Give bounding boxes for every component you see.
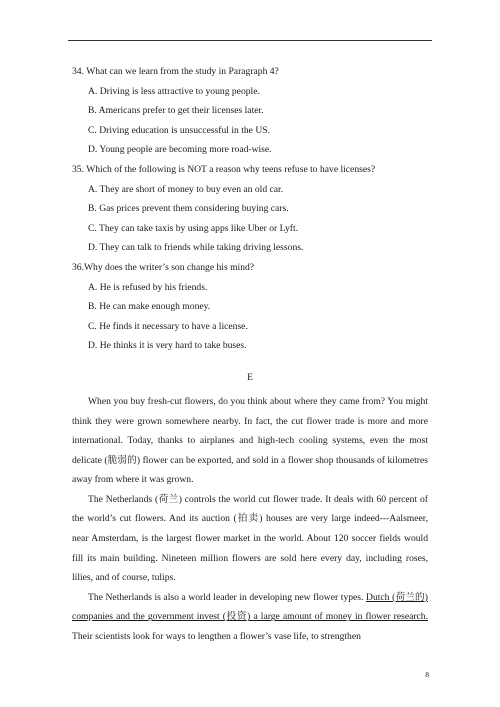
answer-option: C. They can take taxis by using apps like Uber or Lyft. xyxy=(88,222,299,234)
underlined-sentence: Dutch (荷兰的) companies and the government invest (投资) a large amount of money in flower research. xyxy=(72,591,428,623)
document-page xyxy=(72,62,428,647)
paragraph-text: Their scientists look for ways to lengthen a flower’s vase life, to strengthen xyxy=(72,631,361,643)
question-block xyxy=(72,62,428,160)
answer-option: A. They are short of money to buy even an old car. xyxy=(88,183,284,195)
passage-paragraph: When you buy fresh-cut flowers, do you think about where they came from? You might think they were grown somewhere nearby. In fact, the cut flower trade is more and more international. Today, thanks to airplanes and high-tech cooling systems, even the most delicate (脆弱的) flower can be exported, and sold in a flower shop thousands of kilometres away from where it was grown. xyxy=(72,395,428,486)
paragraph-text: The Netherlands is also a world leader in developing new flower types. xyxy=(88,591,367,603)
question-block xyxy=(72,160,428,258)
answer-option: D. They can talk to friends while taking driving lessons. xyxy=(88,242,304,254)
header-rule xyxy=(68,40,432,41)
question-stem: 34. What can we learn from the study in Paragraph 4? xyxy=(72,66,279,77)
answer-option: D. He thinks it is very hard to take buses. xyxy=(88,340,247,352)
answer-option: B. He can make enough money. xyxy=(88,301,211,313)
answer-option: A. He is refused by his friends. xyxy=(88,281,208,293)
answer-option: D. Young people are becoming more road-wise. xyxy=(88,144,272,156)
question-block xyxy=(72,258,428,356)
answer-option: B. Americans prefer to get their licenses later. xyxy=(88,105,264,117)
passage-paragraph xyxy=(72,588,428,647)
section-title: E xyxy=(247,371,253,383)
page-number: 8 xyxy=(425,670,429,679)
question-stem: 35. Which of the following is NOT a reason why teens refuse to have licenses? xyxy=(72,163,376,175)
question-stem: 36.Why does the writer’s son change his mind? xyxy=(72,261,255,273)
passage-paragraph: The Netherlands (荷兰) controls the world cut flower trade. It deals with 60 percent of the world’s cut flowers. And its auction (拍卖) houses are very large indeed---Aalsmeer, near Amsterdam, is the largest flower market in the world. About 120 soccer fields would fill its main building. Nineteen million flowers are sold here every day, including roses, lilies, and of course, tulips. xyxy=(72,493,428,584)
answer-option: C. Driving education is unsuccessful in the US. xyxy=(88,124,270,136)
answer-option: C. He finds it necessary to have a license. xyxy=(88,320,248,332)
answer-option: B. Gas prices prevent them considering buying cars. xyxy=(88,203,289,215)
answer-option: A. Driving is less attractive to young people. xyxy=(88,85,260,97)
